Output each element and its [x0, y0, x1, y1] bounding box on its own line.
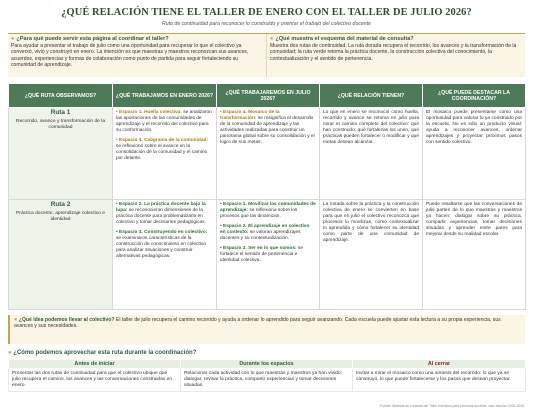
question-purpose-text: Para ayudar a presentar el trabajo de julio como una oportunidad para recuperar lo que el colectivo ya conversó, vivió y construyó en enero. La intención es que maestras y maestros reconozcan sus avances, acuerdos, experiencias y formas de colaboración como punto de partida para seguir fortaleciendo su comunidad de aprendizaje. [11, 43, 249, 68]
list-item: • Espacio 4. Caligrama de la comunidad: se reflexionó sobre el avance en la consolidación de la comunidad y el camino por delante. [116, 138, 209, 161]
julio-cell [217, 200, 320, 310]
julio-cell [217, 108, 320, 200]
question-scheme-text: Muestra dos rutas de continuidad. La ruta dorada recupera el recorrido, los avances y la transformación de la comunidad; la ruta verde retoma la práctica docente, la construcción colectiva del conocimiento, la contextualización y el sentido de pertenencia. [270, 43, 517, 62]
coord-section-title: ● ¿Cómo podemos aprovechar esta ruta durante la coordinación? [8, 350, 197, 356]
intro-questions [8, 33, 525, 77]
list-item: • Espacio 1. Movilizar las comunidades de aprendizaje: se reflexiona sobre los procesos que las dinamizan. [220, 202, 316, 219]
routes-table [8, 83, 526, 310]
footer-note: Fuente: Material de consulta del Taller Intensivo para personal docente, ciclo escolar 2025-2026. [379, 404, 525, 408]
route-name: Ruta 2 [50, 201, 71, 208]
route-name: Ruta 1 [50, 109, 71, 116]
route-desc: Recorrido, avance y transformación de la comunidad [15, 119, 106, 130]
question-purpose-label: ¿Para qué puede servir esta página al coordinar el taller? [16, 36, 169, 42]
bullet-icon: ● [8, 350, 12, 356]
coord-header-durante: Durante los espacios [181, 360, 353, 369]
route-cell [9, 108, 113, 200]
page-title: ¿QUÉ RELACIÓN TIENE EL TALLER DE ENERO CON EL TALLER DE JULIO 2026? [61, 7, 472, 18]
coordinacion-cell: Puede resaltarse que las conversaciones de julio parten de lo que maestras y maestros ya hacen: dialogar sobre su práctica, compartir experiencias, tomar decisiones situadas y aprender entre pares para mejorar desde su realidad escolar. [423, 200, 526, 310]
col-header-enero: ¿QUÉ TRABAJAMOS EN ENERO 2026? [113, 84, 217, 108]
idea-label: ¿Qué idea podemos llevar al colectivo? [18, 317, 115, 323]
list-item: • Espacio 2. La práctica docente bajo la lupa: se reconocieron dimensiones de la práctica docente para problematizarla en colectivo y tomar decisiones pedagógicas. [116, 202, 206, 225]
lightbulb-icon: ● [14, 317, 18, 323]
question-icon: ● [11, 36, 15, 42]
list-item: • Espacio 4. Mosaico de la transformación: se resignifica el desarrollo de la comunidad de aprendizaje y las actividades realizadas para construir un panorama global sobre su consolidación y el logro de sus metas. [220, 110, 315, 145]
list-item: • Espacio 3. Ser en lo que somos: se fortalece el sentido de pertenencia e identidad colectiva. [220, 246, 303, 263]
coord-header-antes: Antes de iniciar [9, 360, 181, 369]
col-header-julio: ¿QUÉ TRABAJAREMOS EN JULIO 2026? [217, 84, 320, 108]
table-row [9, 108, 526, 200]
enero-cell [113, 108, 217, 200]
idea-box [8, 315, 525, 344]
question-scheme-label: ¿Qué muestra el esquema del material de consulta? [275, 36, 414, 42]
route-cell [9, 200, 113, 310]
col-header-relacion: ¿QUÉ RELACIÓN TIENEN? [320, 84, 423, 108]
question-icon: ● [270, 36, 274, 42]
page-subtitle: Ruta de continuidad para reconocer lo construido y orientar el trabajo del colectivo docente [161, 21, 372, 27]
list-item: • Espacio 3. Construyendo en colectivo: se examinaron características de la construcción de conocimiento en colectivo para analizar situaciones y construir alternativas pedagógicas. [116, 230, 208, 259]
route-desc: Práctica docente, aprendizaje colectivo e identidad [16, 211, 105, 222]
relacion-cell: Lo que en enero se reconoció como huella, recorrido y avance se retoma en julio para mirar el camino completo del colectivo: qué han construido, qué fortalezas los unen, qué prácticas pueden fortalecer o modificar y qué metas desean alcanzar. [320, 108, 423, 200]
relacion-cell: La mirada sobre la práctica y la construcción colectiva de enero se convierten en base para que en julio el colectivo reconozca qué procesos lo movilizan, cómo contextualizar lo aprendido y cómo fortalecer su identidad como parte de una comunidad de aprendizaje. [320, 200, 423, 310]
table-row [9, 369, 526, 392]
question-purpose [8, 34, 267, 77]
list-item: • Espacio 2. El aprendizaje en colectivo en contexto: se valoran aprendizajes docentes y su contextualización. [220, 224, 310, 241]
coord-cell-cerrar: Invitar a mirar el mosaico como una síntesis del recorrido: lo que ya se construyó, lo que puede fortalecerse y los pasos que desean proyectar. [353, 369, 526, 392]
enero-cell [113, 200, 217, 310]
coord-cell-antes: Presentar las dos rutas de continuidad para que el colectivo ubique qué julio recupera el camino, los avances y las conversaciones construidas en enero. [9, 369, 181, 392]
col-header-ruta: ¿QUÉ RUTA OBSERVAMOS? [9, 84, 113, 108]
coord-table [8, 359, 526, 392]
coordinacion-cell: El mosaico puede presentarse como una oportunidad para valorar lo ya construido por la escuela. No es sólo un producto visual: ayuda a reconocer avances, ordenar aprendizajes y proyectar próximos pasos con sentido colectivo. [423, 108, 526, 200]
coord-cell-durante: Relacionar cada actividad con lo que maestras y maestros ya han vivido: dialogar, revisar la práctica, compartir experiencias y tomar decisiones situadas. [181, 369, 353, 392]
table-row [9, 200, 526, 310]
coord-header-cerrar: Al cerrar [353, 360, 526, 369]
list-item: • Espacio 1. Huella colectiva: se analizaron las aportaciones de las comunidades de aprendizaje y el recorrido del colectivo para su conformación. [116, 110, 212, 133]
idea-text: El taller de julio recupera el camino recorrido y ayuda a ordenar lo aprendido para seguir avanzando. Cada escuela puede ajustar esta lectura a su propia experiencia, sus avances y sus necesidades. [14, 317, 501, 330]
question-scheme [267, 34, 525, 77]
col-header-coordinacion: ¿QUÉ PUEDE DESTACAR LA COORDINACIÓN? [423, 84, 526, 108]
